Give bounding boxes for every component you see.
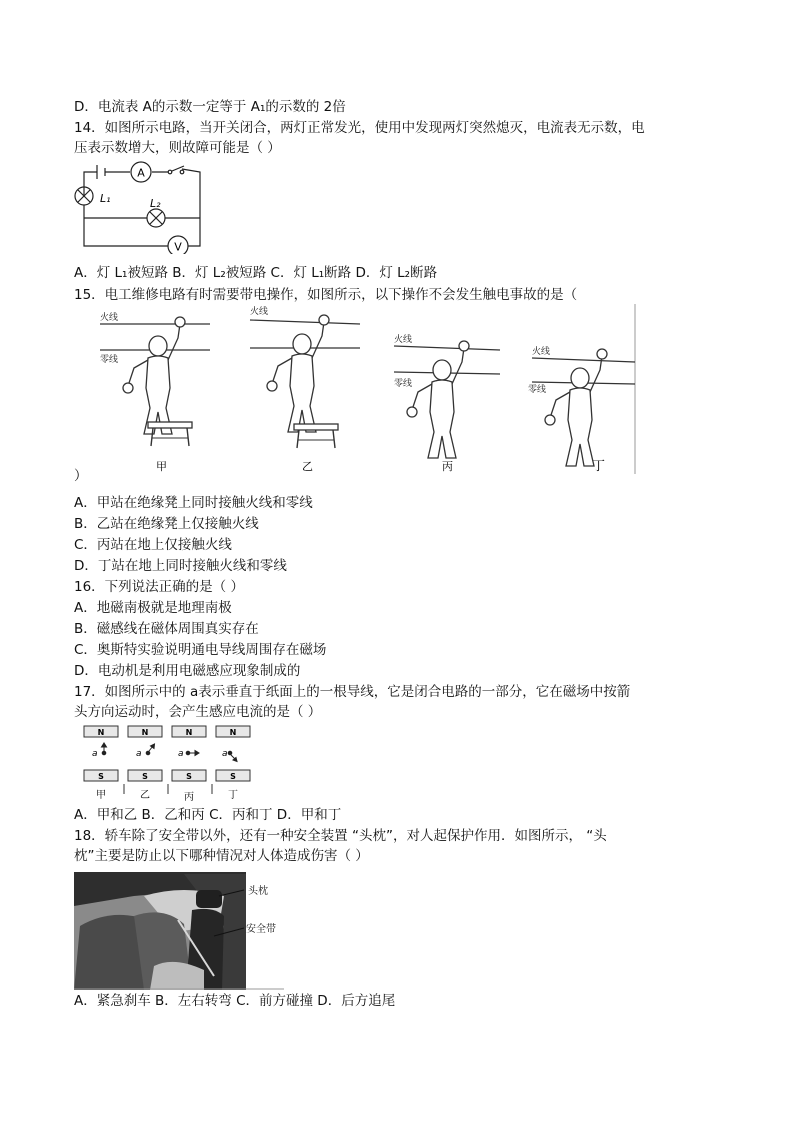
bing-live-wire-label: 火线	[394, 335, 413, 345]
magnet-n-bing: N	[185, 728, 193, 737]
q15-option-c: C．丙站在地上仅接触火线	[74, 537, 232, 553]
bing-neutral-wire-label: 零线	[394, 379, 413, 389]
magnet-n-ding: N	[229, 728, 237, 737]
caption-ding: 丁	[592, 459, 606, 474]
magnet-caption-jia: 甲	[96, 790, 106, 801]
q13-option-d: D．电流表 A的示数一定等于 A₁的示数的 2倍	[74, 99, 346, 115]
q15-stem-end: ）	[74, 468, 88, 484]
magnet-n-yi: N	[141, 728, 149, 737]
wire-a-ding: a	[222, 749, 228, 759]
q18-stem-line2: 枕”主要是防止以下哪种情况对人体造成伤害（ ）	[74, 848, 369, 864]
wire-a-bing: a	[178, 749, 184, 759]
q18-options: A．紧急刹车 B．左右转弯 C．前方碰撞 D．后方追尾	[74, 993, 396, 1009]
magnet-s-bing: S	[186, 772, 192, 781]
q17-options: A．甲和乙 B．乙和丙 C．丙和丁 D．甲和丁	[74, 807, 342, 823]
caption-jia: 甲	[156, 460, 167, 473]
yi-live-wire-label: 火线	[250, 307, 269, 317]
headrest-label: 头枕	[248, 886, 268, 897]
magnet-s-ding: S	[230, 772, 236, 781]
ammeter-label: A	[137, 166, 145, 180]
caption-bing: 丙	[442, 460, 453, 473]
magnet-s-jia: S	[98, 772, 104, 781]
q14-stem-line1: 14．如图所示电路，当开关闭合，两灯正常发光，使用中发现两灯突然熄灭，电流表无示数，电	[74, 120, 645, 136]
wire-a-yi: a	[136, 749, 142, 759]
seatbelt-label: 安全带	[246, 924, 276, 935]
jia-live-wire-label: 火线	[100, 313, 119, 323]
ding-live-wire-label: 火线	[532, 347, 551, 357]
q16-option-d: D．电动机是利用电磁感应现象制成的	[74, 663, 301, 679]
q15-option-a: A．甲站在绝缘凳上同时接触火线和零线	[74, 495, 313, 511]
q15-stem: 15．电工维修电路有时需要带电操作，如图所示，以下操作不会发生触电事故的是（	[74, 287, 578, 303]
magnet-caption-bing: 丙	[184, 792, 194, 802]
magnet-caption-ding: 丁	[228, 790, 238, 801]
q14-stem-line2: 压表示数增大，则故障可能是（ ）	[74, 140, 281, 156]
lamp1-label: L₁	[100, 192, 111, 205]
q17-stem-line2: 头方向运动时，会产生感应电流的是（ ）	[74, 704, 322, 720]
ding-neutral-wire-label: 零线	[528, 385, 547, 395]
q16-option-b: B．磁感线在磁体周围真实存在	[74, 621, 259, 637]
jia-neutral-wire-label: 零线	[100, 355, 119, 365]
q14-options: A．灯 L₁被短路 B．灯 L₂被短路 C．灯 L₁断路 D．灯 L₂断路	[74, 265, 438, 281]
voltmeter-label: V	[174, 240, 182, 254]
magnet-n-jia: N	[97, 728, 105, 737]
q16-stem: 16．下列说法正确的是（ ）	[74, 579, 244, 595]
q17-stem-line1: 17．如图所示中的 a表示垂直于纸面上的一根导线，它是闭合电路的一部分，它在磁场中按箭	[74, 684, 631, 700]
q16-option-a: A．地磁南极就是地理南极	[74, 600, 232, 616]
lamp2-label: L₂	[150, 197, 161, 210]
q15-option-b: B．乙站在绝缘凳上仅接触火线	[74, 516, 259, 532]
q16-option-c: C．奥斯特实验说明通电导线周围存在磁场	[74, 642, 327, 658]
wire-a-jia: a	[92, 749, 98, 759]
magnet-s-yi: S	[142, 772, 148, 781]
magnet-caption-yi: 乙	[140, 790, 150, 801]
q18-stem-line1: 18．轿车除了安全带以外，还有一种安全装置 “头枕”，对人起保护作用．如图所示， “头	[74, 828, 607, 844]
q18-car-seat-photo	[74, 866, 284, 990]
caption-yi: 乙	[302, 460, 313, 473]
q17-magnet-figure	[80, 724, 256, 802]
q14-circuit-diagram	[72, 158, 206, 254]
q15-option-d: D．丁站在地上同时接触火线和零线	[74, 558, 287, 574]
q15-electrician-figure	[92, 302, 638, 474]
